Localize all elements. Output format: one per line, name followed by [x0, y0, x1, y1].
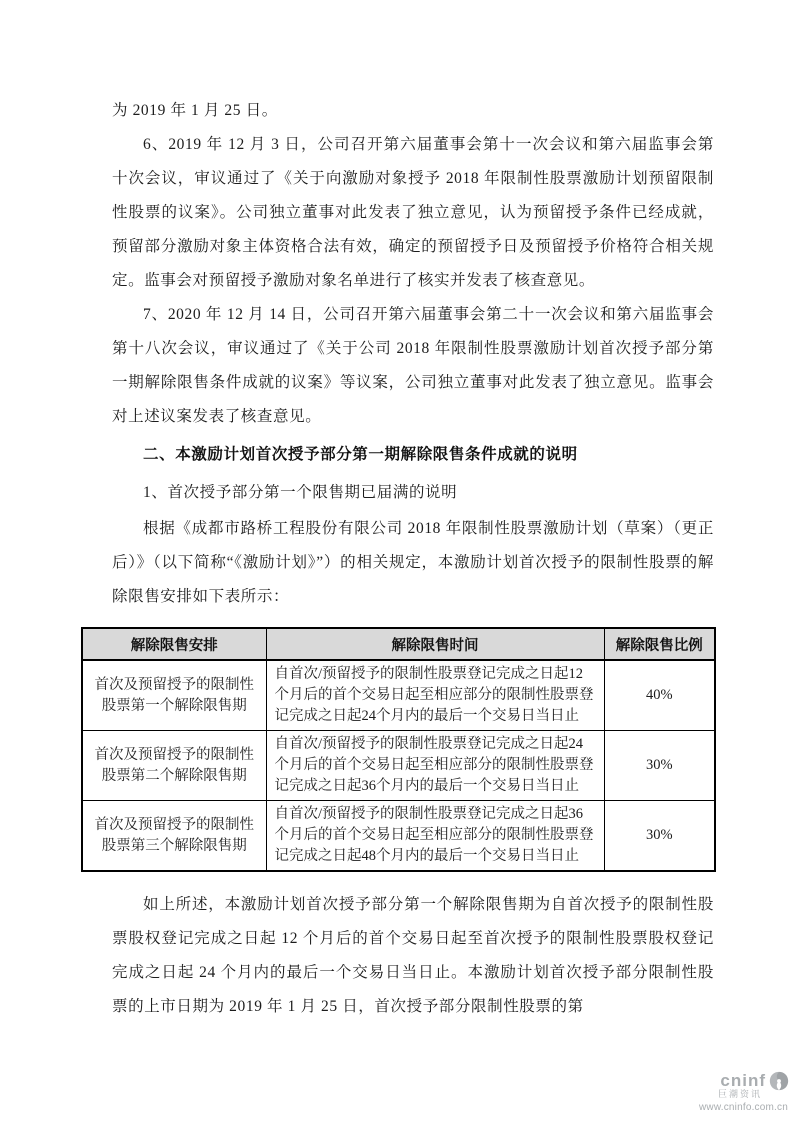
cell-time-3: 自首次/预留授予的限制性股票登记完成之日起36个月后的首个交易日起至相应部分的限制性股票登记完成之日起48个月内的最后一个交易日当日止	[266, 801, 604, 872]
section-heading-2: 二、本激励计划首次授予部分第一期解除限售条件成就的说明	[143, 446, 578, 463]
table-header-arrangement: 解除限售安排	[82, 628, 266, 660]
cell-arrangement-2: 首次及预留授予的限制性股票第二个解除限售期	[82, 731, 266, 801]
cninfo-brand-chinese: 巨潮资讯	[717, 1089, 762, 1100]
table-row	[82, 660, 715, 731]
release-schedule-table	[81, 627, 716, 872]
cell-time-1: 自首次/预留授予的限制性股票登记完成之日起12个月后的首个交易日起至相应部分的限制性股票登记完成之日起24个月内的最后一个交易日当日止	[266, 660, 604, 731]
table-row	[82, 731, 715, 801]
paragraph-item-7: 7、2020 年 12 月 14 日，公司召开第六届董事会第二十一次会议和第六届监事会第十八次会议，审议通过了《关于公司 2018 年限制性股票激励计划首次授予部分第一期解除限售条件成就的议案》等议案，公司独立董事对此发表了独立意见。监事会对上述议案发表了核查意见。	[112, 306, 714, 425]
table-header-ratio: 解除限售比例	[604, 628, 715, 660]
cell-ratio-2: 30%	[604, 731, 715, 801]
table-row	[82, 801, 715, 872]
cell-time-2: 自首次/预留授予的限制性股票登记完成之日起24个月后的首个交易日起至相应部分的限制性股票登记完成之日起36个月内的最后一个交易日当日止	[266, 731, 604, 801]
cninfo-swirl-icon	[768, 1070, 790, 1092]
table-header-row	[82, 628, 715, 660]
paragraph-continuation: 为 2019 年 1 月 25 日。	[112, 102, 278, 119]
document-content	[81, 94, 714, 1024]
cninfo-website-url: www.cninfo.com.cn	[699, 1102, 788, 1113]
paragraph-summary: 如上所述，本激励计划首次授予部分第一个解除限售期为自首次授予的限制性股票股权登记完成之日起 12 个月后的首个交易日起至首次授予的限制性股票股权登记完成之日起 24 个月内的最后一个交易日当日止。本激励计划首次授予部分限制性股票的上市日期为 2019 年 1 月 25 日，首次授予部分限制性股票的第	[112, 896, 714, 1015]
subsection-heading-1: 1、首次授予部分第一个限售期已届满的说明	[143, 484, 458, 501]
cninfo-logo-text: cninf	[720, 1070, 766, 1090]
table-header-time: 解除限售时间	[266, 628, 604, 660]
cninfo-footer-logo	[660, 1070, 790, 1113]
cell-arrangement-1: 首次及预留授予的限制性股票第一个解除限售期	[82, 660, 266, 731]
cell-ratio-1: 40%	[604, 660, 715, 731]
cell-ratio-3: 30%	[604, 801, 715, 872]
paragraph-basis: 根据《成都市路桥工程股份有限公司 2018 年限制性股票激励计划（草案）（更正后）》（以下简称“《激励计划》”）的相关规定，本激励计划首次授予的限制性股票的解除限售安排如下表所示：	[112, 520, 714, 605]
paragraph-item-6: 6、2019 年 12 月 3 日，公司召开第六届董事会第十一次会议和第六届监事会第十次会议，审议通过了《关于向激励对象授予 2018 年限制性股票激励计划预留限制性股票的议案》。公司独立董事对此发表了独立意见，认为预留授予条件已经成就，预留部分激励对象主体资格合法有效，确定的预留授予日及预留授予价格符合相关规定。监事会对预留授予激励对象名单进行了核实并发表了核查意见。	[112, 136, 714, 289]
cell-arrangement-3: 首次及预留授予的限制性股票第三个解除限售期	[82, 801, 266, 872]
